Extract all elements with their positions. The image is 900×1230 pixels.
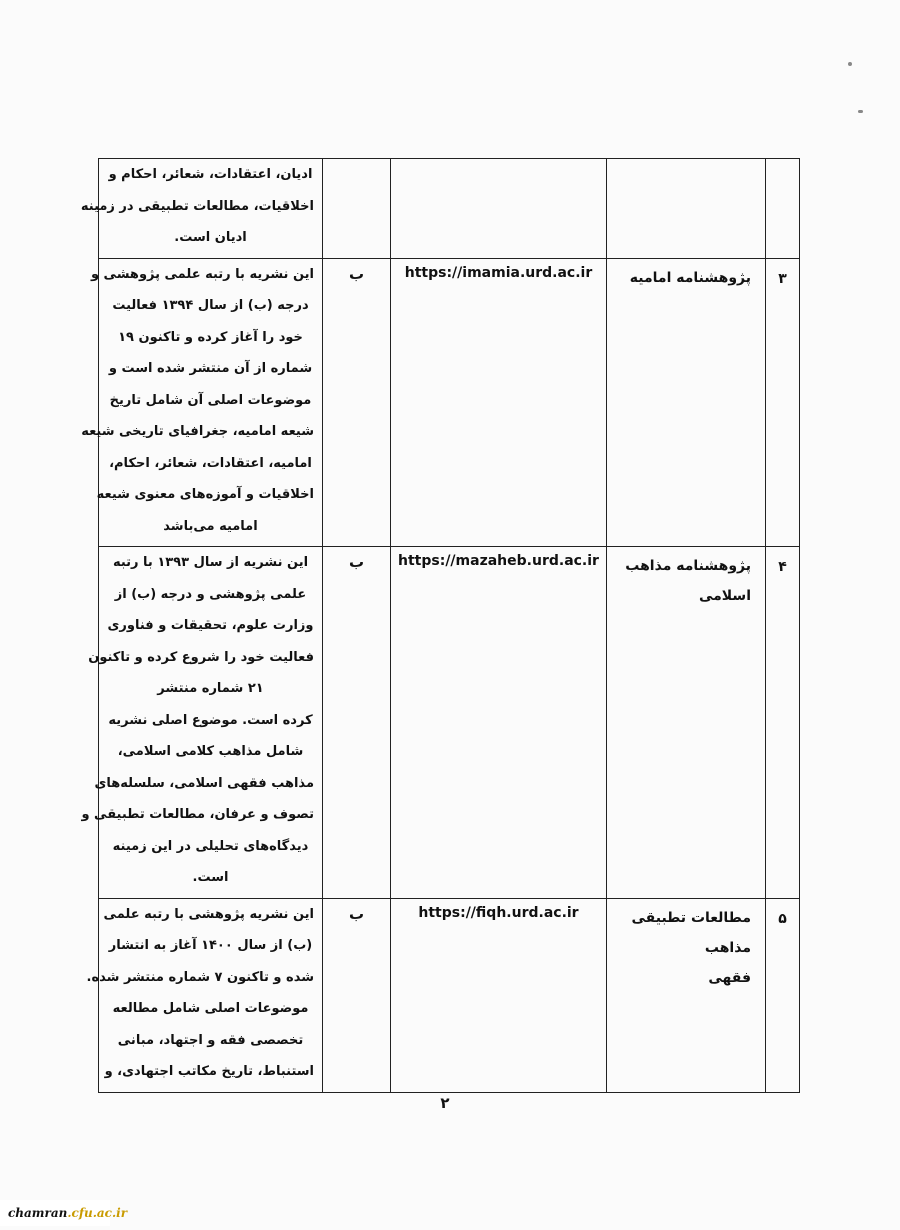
description-line: ادیان، اعتقادات، شعائر، احکام و — [108, 167, 313, 182]
description-line: این نشریه از سال ۱۳۹۳ با رتبه — [112, 555, 309, 570]
description-line: شماره از آن منتشر شده است و — [108, 361, 313, 376]
description-line: موضوعات اصلی شامل مطالعه — [112, 1001, 309, 1016]
journal-url[interactable]: https://fiqh.urd.ac.ir — [391, 898, 607, 1092]
row-number: ۳ — [766, 258, 800, 547]
description-line: شده و تاکنون ۷ شماره منتشر شده. — [86, 969, 314, 985]
description-line: کرده است. موضوع اصلی نشریه — [108, 712, 313, 728]
description-line: دیدگاه‌های تحلیلی در این زمینه — [112, 838, 309, 854]
description-line: امامیه، اعتقادات، شعائر، احکام، — [109, 455, 312, 471]
description-line: این نشریه با رتبه علمی پژوهشی و — [90, 266, 314, 282]
description-line: ۲۱ شماره منتشر — [157, 681, 264, 696]
journal-description — [80, 159, 323, 259]
description-line: ادیان است. — [174, 230, 247, 245]
row-number: ۵ — [766, 898, 800, 1092]
description-line: است. — [192, 870, 229, 885]
journal-title-line: فقهی — [708, 969, 751, 986]
watermark-site: chamran — [8, 1206, 68, 1220]
journal-url[interactable] — [391, 159, 607, 259]
journal-title-line: پژوهشنامه امامیه — [629, 269, 751, 286]
table-row — [99, 159, 800, 259]
description-line: وزارت علوم، تحقیقات و فناوری — [107, 618, 314, 633]
description-line: شامل مذاهب کلامی اسلامی، — [117, 744, 304, 759]
description-line: تصوف و عرفان، مطالعات تطبیقی و — [81, 807, 314, 822]
table-row — [99, 258, 800, 547]
description-line: استنباط، تاریخ مکاتب اجتهادی، و — [104, 1064, 314, 1079]
description-line: خود را آغاز کرده و تاکنون ۱۹ — [118, 329, 303, 345]
row-number: ۴ — [766, 547, 800, 899]
description-line: (ب) از سال ۱۴۰۰ آغاز به انتشار — [108, 938, 313, 953]
page-number: ۲ — [440, 1094, 450, 1112]
journal-title — [607, 258, 766, 547]
table-row — [99, 898, 800, 1092]
journal-title-line: پژوهشنامه مذاهب — [625, 558, 751, 574]
journal-grade: ب — [323, 547, 391, 899]
journal-title — [607, 898, 766, 1092]
table-row — [99, 547, 800, 899]
journal-description — [86, 898, 323, 1092]
row-number — [766, 159, 800, 259]
description-line: شیعه امامیه، جغرافیای تاریخی شیعه — [81, 424, 314, 439]
journal-description — [81, 258, 323, 547]
journal-url[interactable]: https://imamia.urd.ac.ir — [391, 258, 607, 547]
description-line: اخلاقیات و آموزه‌های معنوی شیعه — [96, 487, 314, 502]
scan-speck — [858, 110, 863, 113]
description-line: مذاهب فقهی اسلامی، سلسله‌های — [94, 775, 314, 791]
journal-title-line: اسلامی — [698, 588, 751, 604]
site-watermark — [0, 1200, 128, 1226]
journal-title-line: مطالعات تطبیقی مذاهب — [631, 909, 751, 956]
journal-grade: ب — [323, 898, 391, 1092]
journal-title — [607, 547, 766, 899]
description-line: علمی پژوهشی و درجه (ب) از — [114, 586, 307, 602]
description-line: فعالیت خود را شروع کرده و تاکنون — [88, 649, 314, 665]
journal-url[interactable]: https://mazaheb.urd.ac.ir — [391, 547, 607, 899]
description-line: اخلاقیات، مطالعات تطبیقی در زمینه — [80, 198, 314, 214]
journal-description — [81, 547, 323, 899]
watermark-domain: .cfu.ac.ir — [67, 1206, 128, 1220]
journals-table — [80, 158, 800, 1093]
description-line: تخصصی فقه و اجتهاد، مبانی — [117, 1032, 304, 1048]
journal-title — [607, 159, 766, 259]
description-line: امامیه می‌باشد — [163, 518, 258, 534]
journal-grade: ب — [323, 258, 391, 547]
description-line: درجه (ب) از سال ۱۳۹۴ فعالیت — [112, 298, 309, 313]
scan-speck — [848, 62, 852, 66]
journal-grade — [323, 159, 391, 259]
description-line: این نشریه پژوهشی با رتبه علمی — [103, 906, 314, 922]
description-line: موضوعات اصلی آن شامل تاریخ — [109, 392, 312, 408]
